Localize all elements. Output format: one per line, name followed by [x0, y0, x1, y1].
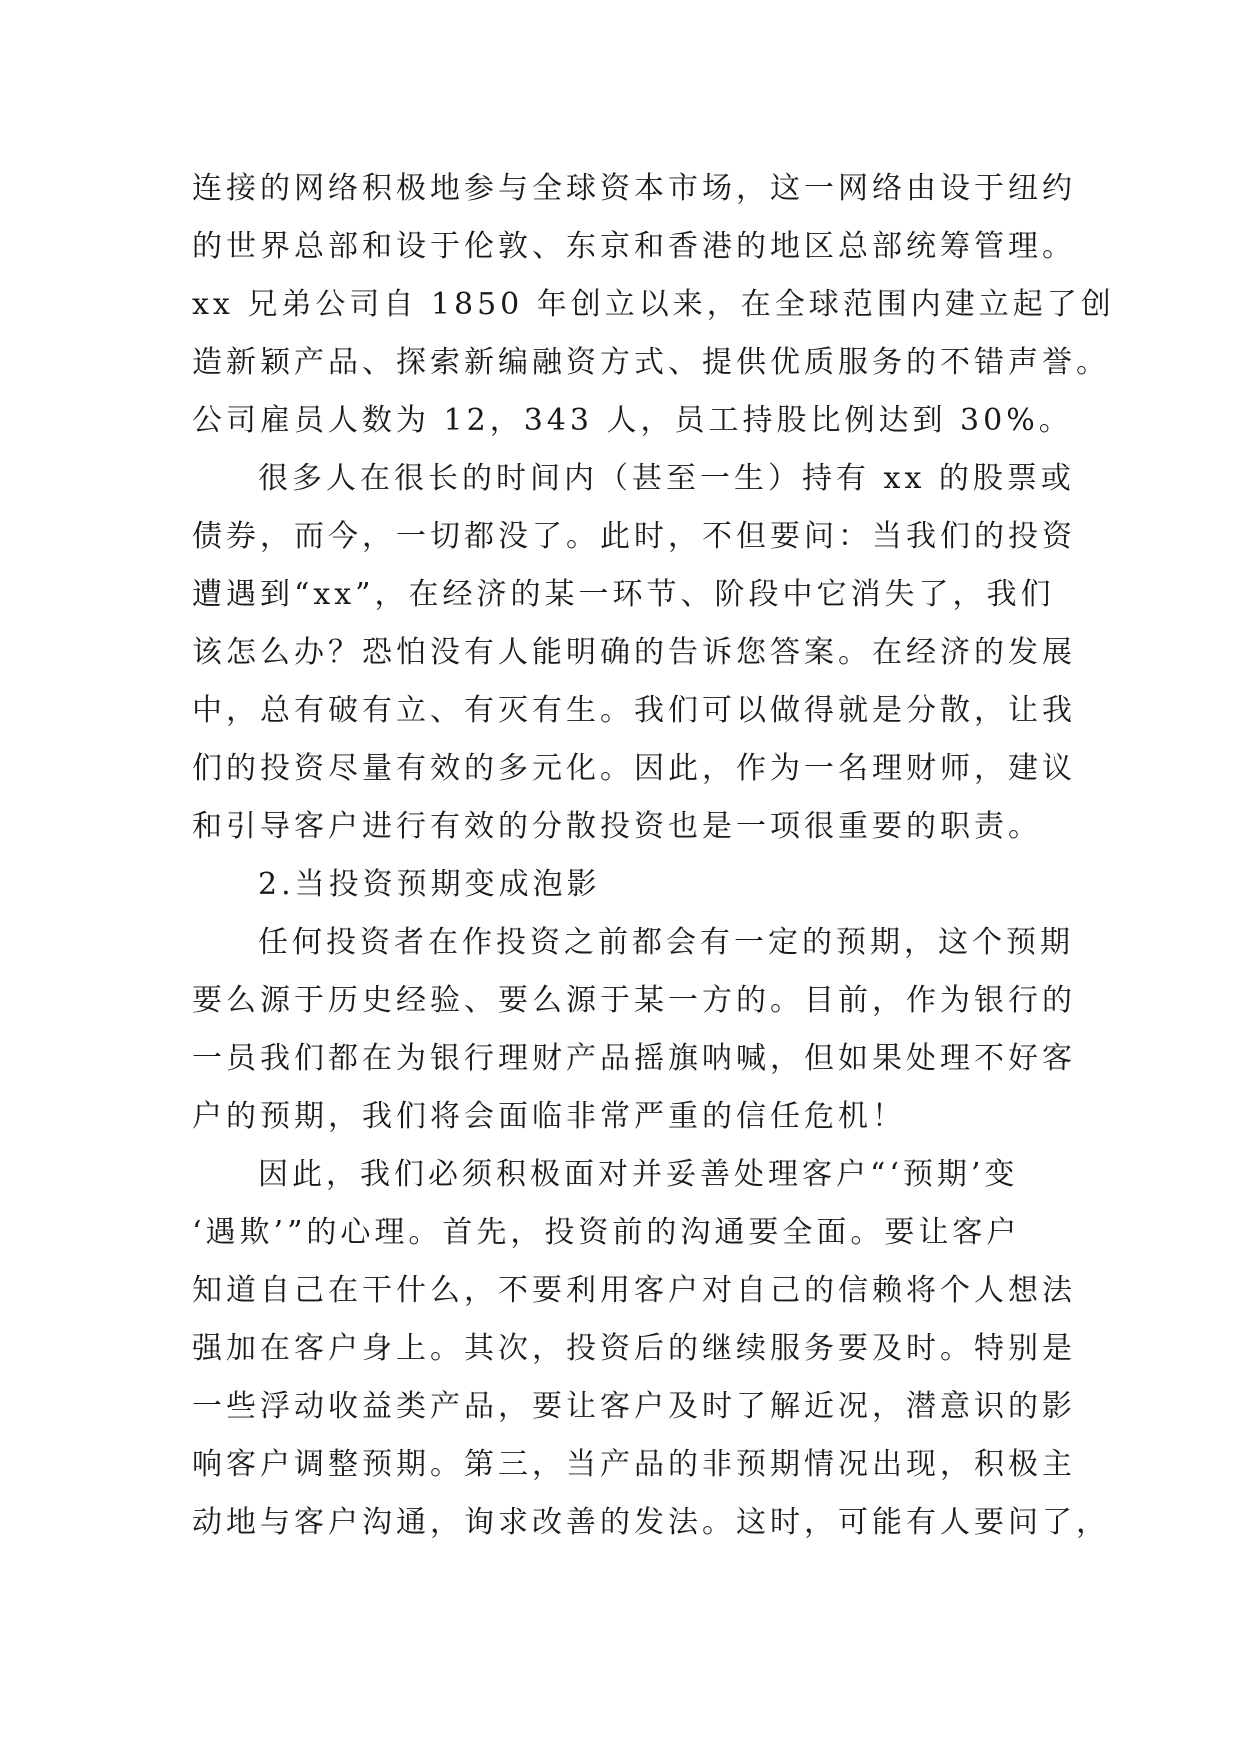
text-line: xx 兄弟公司自 1850 年创立以来，在全球范围内建立起了创	[192, 287, 1115, 322]
document-body	[192, 160, 1115, 1552]
text-line: 的世界总部和设于伦敦、东京和香港的地区总部统筹管理。	[192, 229, 1076, 264]
text-line: 遭遇到“xx”，在经济的某一环节、阶段中它消失了，我们	[192, 577, 1055, 612]
text-line: 知道自己在干什么，不要利用客户对自己的信赖将个人想法	[192, 1273, 1076, 1308]
text-line: 连接的网络积极地参与全球资本市场，这一网络由设于纽约	[192, 171, 1076, 206]
text-line: 要么源于历史经验、要么源于某一方的。目前，作为银行的	[192, 983, 1076, 1018]
text-line: ‘遇欺’”的心理。首先，投资前的沟通要全面。要让客户	[192, 1215, 1021, 1250]
paragraph-start-line: 2.当投资预期变成泡影	[258, 867, 601, 902]
text-line: 一员我们都在为银行理财产品摇旗呐喊，但如果处理不好客	[192, 1041, 1076, 1076]
text-line: 造新颖产品、探索新编融资方式、提供优质服务的不错声誉。	[192, 345, 1110, 380]
text-line: 和引导客户进行有效的分散投资也是一项很重要的职责。	[192, 809, 1042, 844]
text-line: 户的预期，我们将会面临非常严重的信任危机！	[192, 1099, 906, 1134]
text-line: 动地与客户沟通，询求改善的发法。这时，可能有人要问了，	[192, 1505, 1110, 1540]
text-line: 响客户调整预期。第三，当产品的非预期情况出现，积极主	[192, 1447, 1076, 1482]
text-line: 债券，而今，一切都没了。此时，不但要问：当我们的投资	[192, 519, 1076, 554]
text-line: 中，总有破有立、有灭有生。我们可以做得就是分散，让我	[192, 693, 1076, 728]
text-line: 公司雇员人数为 12，343 人，员工持股比例达到 30%。	[192, 403, 1073, 438]
text-line: 强加在客户身上。其次，投资后的继续服务要及时。特别是	[192, 1331, 1076, 1366]
text-line: 一些浮动收益类产品，要让客户及时了解近况，潜意识的影	[192, 1389, 1076, 1424]
paragraph-start-line: 因此，我们必须积极面对并妥善处理客户“‘预期’变	[258, 1157, 1019, 1192]
text-line: 们的投资尽量有效的多元化。因此，作为一名理财师，建议	[192, 751, 1076, 786]
paragraph-start-line: 任何投资者在作投资之前都会有一定的预期，这个预期	[258, 925, 1074, 960]
text-line: 该怎么办？恐怕没有人能明确的告诉您答案。在经济的发展	[192, 635, 1076, 670]
paragraph-start-line: 很多人在很长的时间内（甚至一生）持有 xx 的股票或	[258, 461, 1075, 496]
